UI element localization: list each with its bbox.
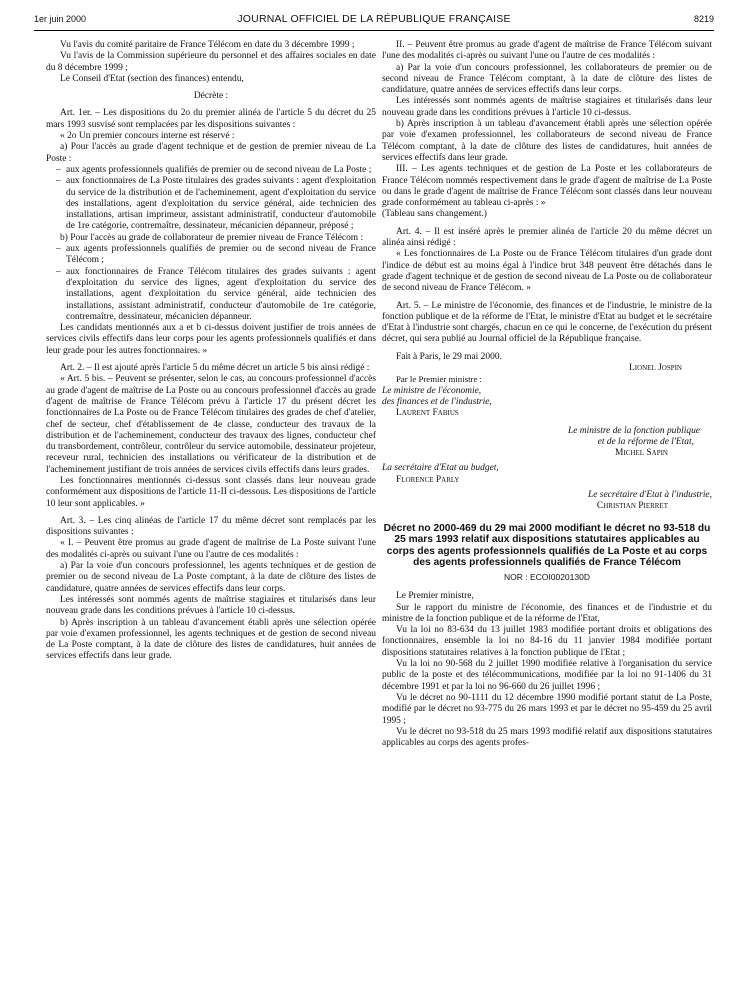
- paragraph: « Les fonctionnaires de La Poste ou de France Télécom titulaires d'un grade dont l'indice de début est au moins égal à l'indice brut 348 peuvent être détachés dans le grade d'agent technique et de gestion de second niveau de La Poste ou de collaborateur de second niveau de France Télécom. »: [382, 249, 712, 294]
- minister-name: Laurent Fabius: [396, 408, 459, 419]
- minister-title: des finances et de l'industrie,: [382, 396, 492, 407]
- paragraph: Le Premier ministre,: [396, 591, 474, 602]
- minister-title: Le ministre de la fonction publique: [567, 425, 700, 436]
- article-4: Art. 4. – Il est inséré après le premier alinéa de l'article 20 du même décret un alinéa ainsi rédigé :: [382, 226, 712, 249]
- list-item: – aux agents professionnels qualifiés de premier ou de second niveau de France Télécom ;: [66, 244, 376, 267]
- minister-title: et de la réforme de l'Etat,: [597, 436, 694, 447]
- paragraph: Les intéressés sont nommés agents de maîtrise stagiaires et titularisés dans leur nouveau grade dans les conditions prévues à l'article 10 ci-dessus.: [382, 96, 712, 118]
- paragraph: (Tableau sans changement.): [382, 209, 487, 220]
- decree-title: Décret no 2000-469 du 29 mai 2000 modifiant le décret no 93-518 du 25 mars 1993 relatif aux dispositions statutaires applicables au corps des agents professionnels qualifiés de La Poste et au corps des agents professionnels qualifiés de France Télécom: [383, 522, 711, 569]
- paragraph: « I. – Peuvent être promus au grade d'agent de maîtrise de La Poste suivant l'une des modalités ci-après ou suivant l'une ou l'autre de ces modalités :: [46, 538, 376, 560]
- left-column: [46, 40, 376, 663]
- paragraph: III. – Les agents techniques et de gestion de La Poste et les collaborateurs de France Télécom nommés respectivement dans le grade d'agent de maîtrise de La Poste ou dans le grade d'agent de maîtrise de France Télécom sont classés dans leur nouveau grade conformément au tableau ci-après : »: [382, 164, 712, 209]
- minister-name: Michel Sapin: [615, 448, 668, 459]
- paragraph: Les intéressés sont nommés agents de maîtrise stagiaires et titularisés dans leur nouveau grade dans les conditions prévues à l'article 10 ci-dessus.: [46, 594, 376, 617]
- paragraph: II. – Peuvent être promus au grade d'agent de maîtrise de France Télécom suivant l'une des modalités ci-après ou suivant l'une ou l'autre de ces modalités :: [382, 40, 712, 62]
- paragraph: Vu l'avis de la Commission supérieure du personnel et des affaires sociales en date du 8 décembre 1999 ;: [46, 51, 376, 73]
- list: [46, 165, 376, 233]
- article-1: Art. 1er. – Les dispositions du 2o du premier alinéa de l'article 5 du décret du 25 mars 1993 susvisé sont remplacées par les dispositions suivantes :: [46, 108, 376, 130]
- page-header: [34, 12, 714, 31]
- paragraph: a) Par la voie d'un concours professionnel, les collaborateurs de premier ou de second niveau de France Télécom comptant, à la date de clôture des listes de candidature, quatre années de services effectifs dans leur corps.: [382, 62, 712, 96]
- paragraph: b) Pour l'accès au grade de collaborateur de premier niveau de France Télécom :: [60, 232, 364, 243]
- list: [46, 244, 376, 323]
- article-3: Art. 3. – Les cinq alinéas de l'article 17 du même décret sont remplacés par les dispositions suivantes :: [46, 515, 376, 538]
- article-2: Art. 2. – Il est ajouté après l'article 5 du même décret un article 5 bis ainsi rédigé :: [60, 363, 370, 374]
- page-number: 8219: [693, 14, 714, 24]
- paragraph: a) Par la voie d'un concours professionnel, les agents techniques et de gestion de premier ou de second niveau de La Poste comptant, à la date de clôture des listes de candidature, quatre années de services effectifs dans leur corps.: [46, 561, 376, 594]
- paragraph: Les fonctionnaires mentionnés ci-dessus sont classés dans leur nouveau grade conformément aux dispositions de l'article 11-II ci-dessous. Les dispositions de l'article 10 leur sont applicables. »: [46, 475, 376, 509]
- paragraph: a) Pour l'accès au grade d'agent technique et de gestion de premier niveau de La Poste :: [46, 142, 376, 164]
- nor-reference: NOR : ECOI0020130D: [504, 571, 590, 582]
- paragraph: Vu le décret no 90-1111 du 12 décembre 1990 modifié portant statut de La Poste, modifié par le décret no 93-775 du 26 mars 1993 et par le décret no 95-459 du 25 avril 1995 ;: [382, 692, 712, 726]
- list-item: – aux fonctionnaires de France Télécom titulaires des grades suivants : agent d'exploitation du service des lignes, agent d'exploitation du service des installations, agent d'exploitation du service général, aide technicien des installations, assistant administratif, conducteur d'automobile de 1re catégorie, contremaître, dessinateur, mécanicien dépanneur.: [66, 267, 376, 323]
- paragraph: Sur le rapport du ministre de l'économie, des finances et de l'industrie et du ministre de la fonction publique et de la réforme de l'Etat,: [382, 602, 712, 624]
- paragraph: b) Après inscription à un tableau d'avancement établi après une sélection opérée par voie d'examen professionnel, les agents techniques et de gestion de second niveau de La Poste comptant, à la date de clôture des listes de candidatures, huit années de services effectifs dans leur grade.: [46, 617, 376, 662]
- paragraph: Le Conseil d'Etat (section des finances) entendu,: [60, 73, 244, 84]
- minister-name: Christian Pierret: [596, 501, 668, 512]
- paragraph: Vu la loi no 83-634 du 13 juillet 1983 modifiée portant droits et obligations des fonctionnaires, ensemble la loi no 84-16 du 11 janvier 1984 modifiée portant dispositions statutaires relatives à la fonction publique de l'Etat ;: [382, 625, 712, 658]
- signature-pm: Lionel Jospin: [628, 363, 682, 374]
- place-date: Fait à Paris, le 29 mai 2000.: [396, 351, 502, 362]
- paragraph: b) Après inscription à un tableau d'avancement établi après une sélection opérée par voie d'examen professionnel, les collaborateurs de second niveau de France Télécom comptant, à la date de clôture des listes de candidatures, huit années de services effectifs dans leur grade.: [382, 119, 712, 163]
- decrete-heading: Décrète :: [193, 91, 229, 102]
- paragraph: Vu l'avis du comité paritaire de France Télécom en date du 3 décembre 1999 ;: [60, 40, 355, 50]
- list-item: – aux agents professionnels qualifiés de premier ou de second niveau de La Poste ;: [66, 165, 376, 176]
- issue-date: 1er juin 2000: [34, 14, 87, 24]
- minister-title: La secrétaire d'Etat au budget,: [382, 463, 499, 474]
- by-pm: Par le Premier ministre :: [396, 374, 482, 385]
- paragraph: Vu le décret no 93-518 du 25 mars 1993 modifié relatif aux dispositions statutaires applicables au corps des agents profes-: [382, 726, 712, 749]
- minister-name: Florence Parly: [396, 474, 460, 485]
- article-5: Art. 5. – Le ministre de l'économie, des finances et de l'industrie, le ministre de la fonction publique et de la réforme de l'Etat, le ministre d'Etat au budget et le secrétaire d'Etat à l'industrie sont chargés, chacun en ce qui le concerne, de l'exécution du présent décret, qui sera publié au Journal officiel de la République française.: [382, 300, 712, 345]
- right-column: [382, 40, 712, 749]
- minister-title: Le secrétaire d'Etat à l'industrie,: [587, 489, 712, 500]
- paragraph: Les candidats mentionnés aux a et b ci-dessus doivent justifier de trois années de services civils effectifs dans leur corps pour les agents professionnels qualifiés et dans leur grade pour les autres fonctionnaires. »: [46, 323, 376, 356]
- paragraph: Vu la loi no 90-568 du 2 juillet 1990 modifiée relative à l'organisation du service public de la poste et des télécommunications, modifiée par la loi no 91-1406 du 31 décembre 1991 et par la loi no 96-660 du 26 juillet 1996 ;: [382, 659, 712, 692]
- journal-title: JOURNAL OFFICIEL DE LA RÉPUBLIQUE FRANÇAISE: [237, 13, 511, 25]
- minister-title: Le ministre de l'économie,: [382, 385, 482, 396]
- list-item: – aux fonctionnaires de La Poste titulaires des grades suivants : agent d'exploitation du service de la distribution et de l'acheminement, agent d'exploitation du service des installations, agent d'exploitation du service général, aide technicien des installations, artisan imprimeur, assistant administratif, conducteur d'automobile de 1re catégorie, contremaître, dessinateur, mécanicien dépanneur, préposé ;: [66, 176, 376, 232]
- paragraph: « Art. 5 bis. – Peuvent se présenter, selon le cas, au concours professionnel d'accès au grade d'agent de maîtrise de La Poste ou au concours professionnel d'accès au grade d'agent de maîtrise de France Télécom prévu à l'article 17 du présent décret les fonctionnaires de La Poste ou de France Télécom titulaires des grades de chef d'atelier, chef de secteur, chef d'établissement de 4e classe, conducteur des travaux de la distribution et de l'acheminement, conducteur des travaux des lignes, conducteur chef du transbordement, contrôleur, contrôleur du service automobile, dessinateur projeteur, receveur rural, technicien des installations ou vérificateur de la distribution et de l'acheminement justifiant de trois années de services civils effectifs dans leurs grades.: [46, 374, 376, 475]
- paragraph: « 2o Un premier concours interne est réservé :: [60, 131, 235, 142]
